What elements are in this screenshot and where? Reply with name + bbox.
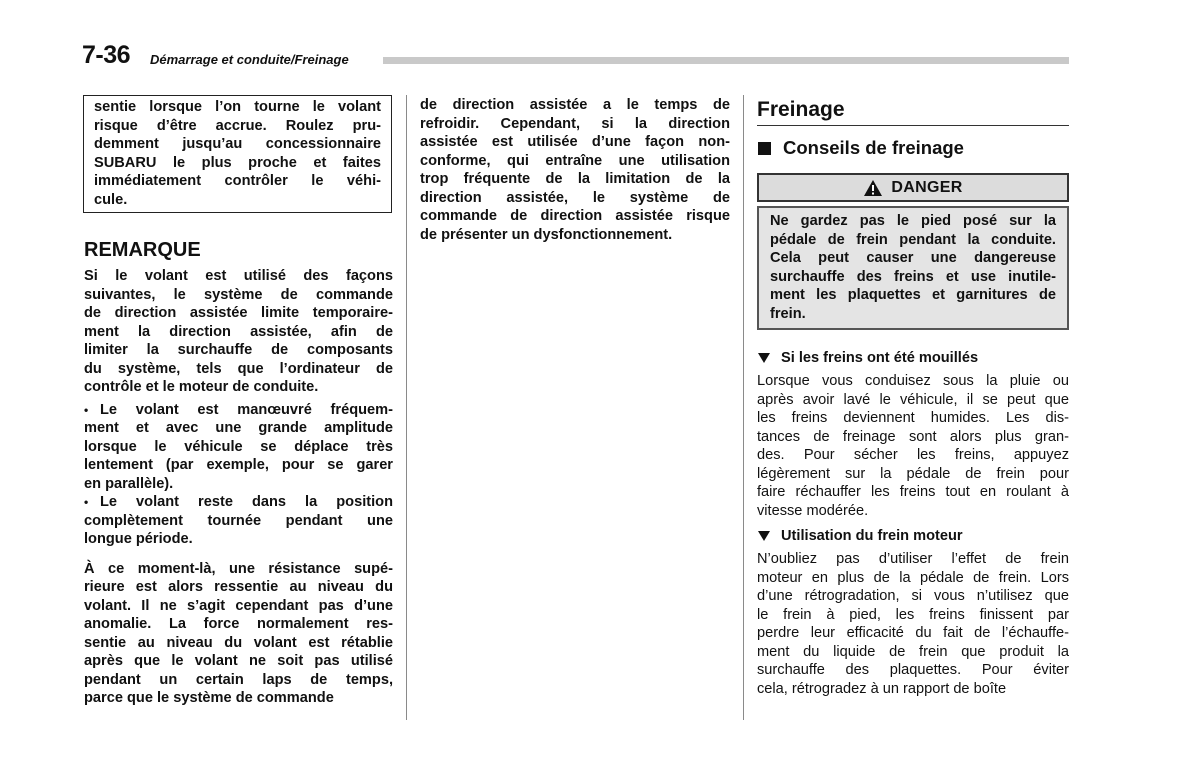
heading-engine-brake-label: Utilisation du frein moteur (781, 528, 963, 544)
bullet-item (84, 493, 393, 549)
danger-header (757, 173, 1069, 202)
text-line: perdre leur efficacité du fait de l’échauffe- (757, 625, 1069, 641)
text-line: les freins deviennent humides. Les dis- (757, 410, 1069, 426)
text-line: limiter la surchauffe de composants (84, 342, 393, 358)
text-line: risque d’être accrue. Roulez pru- (94, 117, 381, 134)
danger-label: DANGER (891, 178, 963, 196)
text-line: sentie lorsque l’on tourne le volant (94, 99, 381, 115)
text-line: pédale de frein pendant la conduite. (770, 231, 1056, 248)
text-line: en parallèle). (84, 475, 174, 492)
subsection-heading (757, 136, 1069, 160)
engine-brake-text (757, 550, 1069, 698)
warning-box-continued (83, 95, 392, 213)
text-line: immédiatement contrôler le véhi- (94, 173, 381, 189)
text-line (84, 493, 393, 512)
text-line: parce que le système de commande (84, 690, 334, 706)
remarque-title: REMARQUE (84, 239, 201, 261)
text-line: conforme, qui entraîne une utilisation (420, 152, 730, 169)
text-line: anomalie. La force normalement res- (84, 616, 393, 632)
text-line: ment et avec une grande amplitude (84, 420, 393, 436)
text-line: surchauffe des plaquettes. Pour éviter (757, 662, 1069, 678)
bullet-dot-icon: • (84, 402, 89, 417)
column-right (757, 95, 1069, 698)
text-line: surchauffe des freins et use inutile- (770, 268, 1056, 285)
text-line (84, 401, 393, 420)
text-line: pendant un certain laps de temps, (84, 671, 393, 688)
column-left (84, 95, 393, 708)
down-triangle-icon (758, 531, 770, 541)
heading-wet-brakes (757, 349, 1069, 367)
remarque-paragraph-continued (420, 96, 730, 244)
text-line: cule. (94, 191, 128, 208)
text-line: de direction assistée limite temporaire- (84, 305, 393, 321)
text-line: après que le volant ne soit pas utilisé (84, 653, 393, 669)
text-line: Si le volant est utilisé des façons (84, 268, 393, 284)
text-line: vitesse modérée. (757, 502, 869, 519)
column-divider (743, 95, 744, 720)
text-line: de présenter un dysfonctionnement. (420, 226, 673, 243)
text-line: N’oubliez pas d’utiliser l’effet de frein (757, 551, 1069, 567)
text-line: rieure est alors ressentie au niveau du (84, 579, 393, 595)
column-middle (420, 96, 730, 244)
text-line: commande de direction assistée risque (420, 208, 730, 224)
bullet-dot-icon: • (84, 495, 89, 509)
running-title: Démarrage et conduite/Freinage (150, 52, 349, 67)
text-line: ment du liquide de frein que produit la (757, 643, 1069, 660)
warning-triangle-icon (863, 179, 883, 197)
warning-continued-text (94, 98, 381, 209)
text-line: volant. Il ne s’agit cependant pas d’une (84, 597, 393, 614)
wet-brakes-text (757, 372, 1069, 520)
text-line: ment les plaquettes et garnitures de (770, 287, 1056, 303)
text-line: Cela peut causer une dangereuse (770, 250, 1056, 266)
heading-wet-brakes-label: Si les freins ont été mouillés (781, 350, 979, 366)
black-square-icon (758, 142, 771, 155)
text-line: lentement (par exemple, pour se garer (84, 457, 393, 473)
text-line-content: Le volant reste dans la position (100, 494, 393, 510)
page-number: 7-36 (82, 41, 131, 69)
text-line-content: Le volant est manœuvré fréquem- (100, 401, 393, 418)
text-line: trop fréquente de la limitation de la (420, 171, 730, 187)
heading-engine-brake (757, 527, 1069, 545)
danger-text (770, 212, 1056, 323)
text-line: le frein à pied, les freins finissent par (757, 606, 1069, 623)
text-line: SUBARU le plus proche et faites (94, 154, 381, 171)
subsection-title: Conseils de freinage (783, 137, 964, 158)
column-divider (406, 95, 407, 720)
text-line: lorsque le véhicule se déplace très (84, 438, 393, 455)
text-line: légèrement sur la pédale de frein pour (757, 465, 1069, 482)
text-line: Lorsque vous conduisez sous la pluie ou (757, 373, 1069, 389)
text-line: À ce moment-là, une résistance supé- (84, 560, 393, 577)
text-line: de direction assistée a le temps de (420, 97, 730, 113)
text-line: sentie au niveau du volant est rétablie (84, 634, 393, 651)
text-line: du système, tels que l’ordinateur de (84, 360, 393, 377)
text-line: tances de freinage sont alors plus gran- (757, 428, 1069, 445)
text-line: Ne gardez pas le pied posé sur la (770, 213, 1056, 229)
text-line: assistée est utilisée d’une façon non- (420, 134, 730, 150)
section-rule (757, 125, 1069, 126)
text-line: complètement tournée pendant une (84, 512, 393, 529)
text-line: direction assistée, le système de (420, 189, 730, 206)
remarque-paragraph (84, 560, 393, 708)
text-line: des. Pour sécher les freins, appuyez (757, 447, 1069, 463)
remarque-intro (84, 267, 393, 397)
text-line: après avoir lavé le véhicule, il se peut que (757, 391, 1069, 408)
section-title: Freinage (757, 98, 845, 121)
text-line: frein. (770, 305, 806, 322)
danger-box (757, 206, 1069, 330)
text-line: ment la direction assistée, afin de (84, 323, 393, 340)
text-line: moteur en plus de la pédale de frein. Lors (757, 569, 1069, 586)
bullet-item (84, 401, 393, 494)
text-line: longue période. (84, 531, 193, 547)
text-line: refroidir. Cependant, si la direction (420, 115, 730, 132)
header-rule (383, 57, 1069, 64)
text-line: faire réchauffer les freins tout en roulant à (757, 484, 1069, 500)
text-line: d’une rétrogradation, si vous n’utilisez que (757, 588, 1069, 604)
down-triangle-icon (758, 353, 770, 363)
text-line: demment jusqu’au concessionnaire (94, 136, 381, 152)
text-line: contrôle et le moteur de conduite. (84, 379, 319, 395)
text-line: cela, rétrogradez à un rapport de boîte (757, 680, 1007, 697)
text-line: suivantes, le système de commande (84, 286, 393, 303)
